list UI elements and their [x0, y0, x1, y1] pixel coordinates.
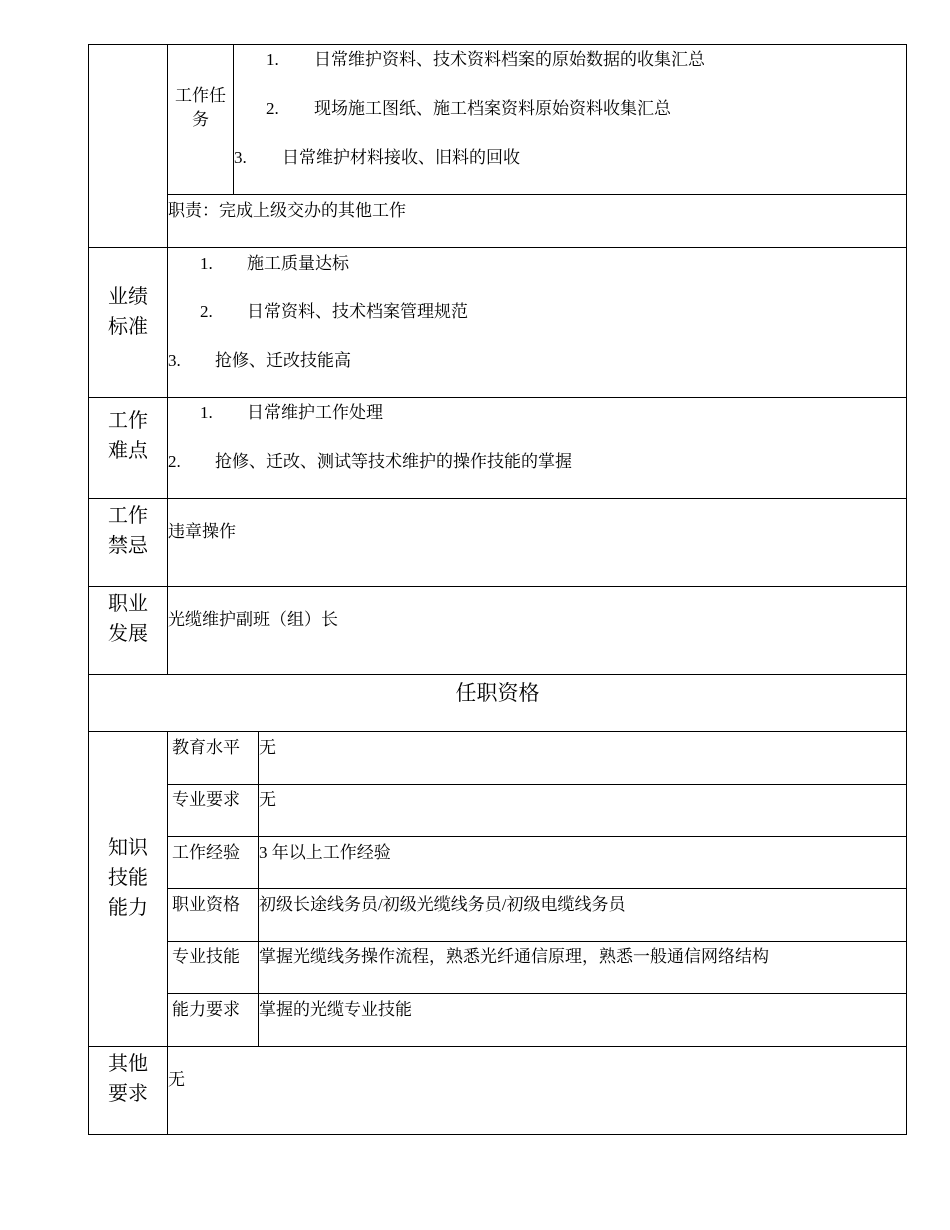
skills-label: 专业技能 [172, 947, 240, 966]
prohibitions-text: 违章操作 [168, 522, 236, 541]
certification-label: 职业资格 [172, 895, 240, 914]
major-label: 专业要求 [172, 790, 240, 809]
task-label: 工作任 务 [175, 86, 226, 129]
row-divider [167, 836, 907, 837]
experience-value: 3 年以上工作经验 [259, 843, 391, 862]
list-item: 现场施工图纸、施工档案资料原始资料收集汇总 [314, 99, 671, 118]
row-divider [167, 784, 907, 785]
row-divider [88, 498, 907, 499]
list-number: 1. [266, 50, 279, 69]
experience-label: 工作经验 [172, 843, 240, 862]
list-number: 1. [200, 403, 213, 422]
career-text: 光缆维护副班（组）长 [168, 610, 338, 629]
skills-value: 掌握光缆线务操作流程，熟悉光纤通信原理，熟悉一般通信网络结构 [259, 947, 769, 966]
certification-value: 初级长途线务员/初级光缆线务员/初级电缆线务员 [259, 895, 626, 914]
table-border-top [88, 44, 907, 45]
row-divider [88, 247, 907, 248]
major-value: 无 [259, 790, 276, 809]
row-divider [167, 888, 907, 889]
list-item: 抢修、迁改、测试等技术维护的操作技能的掌握 [215, 452, 572, 471]
education-label: 教育水平 [172, 738, 240, 757]
education-value: 无 [259, 738, 276, 757]
list-number: 2. [168, 452, 181, 471]
list-number: 2. [266, 99, 279, 118]
career-label: 职业 发展 [108, 593, 148, 645]
list-number: 2. [200, 302, 213, 321]
row-divider [88, 1046, 907, 1047]
list-item: 抢修、迁改技能高 [215, 351, 351, 370]
list-number: 3. [168, 351, 181, 370]
other-text: 无 [168, 1070, 185, 1089]
list-item: 日常维护材料接收、旧料的回收 [282, 148, 520, 167]
row-divider [167, 194, 907, 195]
list-number: 3. [234, 148, 247, 167]
other-label: 其他 要求 [108, 1053, 148, 1105]
prohibitions-label: 工作 禁忌 [108, 505, 148, 557]
table-border-right [906, 44, 907, 1135]
list-item: 施工质量达标 [247, 254, 349, 273]
task-label-divider [233, 44, 234, 195]
row-divider [88, 731, 907, 732]
list-item: 日常维护工作处理 [247, 403, 383, 422]
list-number: 1. [200, 254, 213, 273]
qualifications-heading: 任职资格 [455, 681, 540, 705]
row-divider [88, 674, 907, 675]
table-border-bottom [88, 1134, 907, 1135]
performance-label: 业绩 标准 [108, 286, 148, 338]
list-item: 日常资料、技术档案管理规范 [247, 302, 468, 321]
difficulties-label: 工作 难点 [108, 410, 148, 462]
knowledge-label: 知识 技能 能力 [108, 837, 148, 919]
row-divider [167, 993, 907, 994]
list-item: 日常维护资料、技术资料档案的原始数据的收集汇总 [314, 50, 705, 69]
responsibility-text: 职责：完成上级交办的其他工作 [168, 201, 406, 220]
row-divider [167, 941, 907, 942]
ability-label: 能力要求 [172, 1000, 240, 1019]
row-divider [88, 586, 907, 587]
row-divider [88, 397, 907, 398]
ability-value: 掌握的光缆专业技能 [259, 1000, 412, 1019]
